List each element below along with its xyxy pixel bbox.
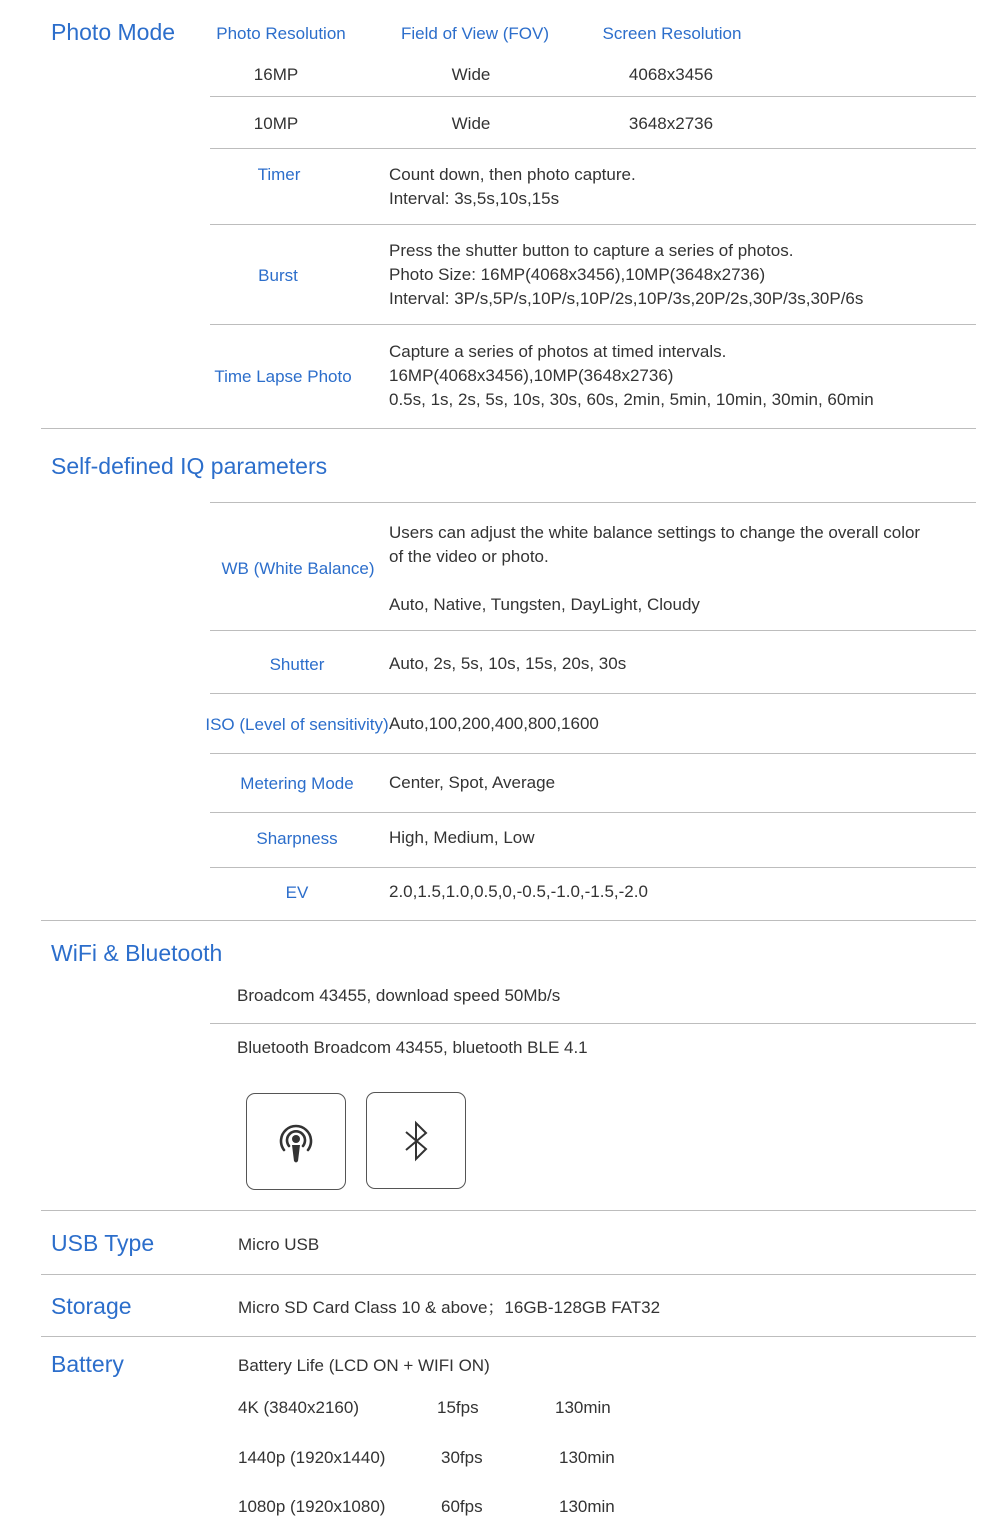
param-label-shutter: Shutter <box>269 655 325 674</box>
divider <box>210 148 976 149</box>
desc-line: Interval: 3P/s,5P/s,10P/s,10P/2s,10P/3s,20P/2s,30P/3s,30P/6s <box>389 289 864 308</box>
cell-screen-resolution: 3648x2736 <box>628 114 714 133</box>
section-title-usb: USB Type <box>51 1230 155 1256</box>
storage-value: Micro SD Card Class 10 & above；16GB-128GB FAT32 <box>238 1298 661 1317</box>
battery-time: 130min <box>559 1448 615 1467</box>
divider <box>210 224 976 225</box>
desc-line: Interval: 3s,5s,10s,15s <box>389 189 560 208</box>
section-title-storage: Storage <box>51 1293 132 1319</box>
desc-line: 0.5s, 1s, 2s, 5s, 10s, 30s, 60s, 2min, 5min, 10min, 30min, 60min <box>389 390 874 409</box>
header-fov: Field of View (FOV) <box>400 24 550 43</box>
section-title-wifi-bluetooth: WiFi & Bluetooth <box>51 940 223 966</box>
section-title-photo-mode: Photo Mode <box>51 19 176 45</box>
divider <box>210 502 976 503</box>
bluetooth-icon <box>366 1092 466 1189</box>
wb-options: Auto, Native, Tungsten, DayLight, Cloudy <box>389 595 700 614</box>
feature-desc-timer <box>389 163 636 211</box>
section-divider <box>41 1274 976 1275</box>
cell-fov: Wide <box>451 114 491 133</box>
header-screen-resolution: Screen Resolution <box>602 24 742 43</box>
desc-line: Photo Size: 16MP(4068x3456),10MP(3648x2736) <box>389 265 766 284</box>
param-value-sharpness: High, Medium, Low <box>389 828 535 847</box>
section-divider <box>41 428 976 429</box>
desc-line: of the video or photo. <box>389 547 549 566</box>
param-value-metering: Center, Spot, Average <box>389 773 556 792</box>
desc-line: Press the shutter button to capture a series of photos. <box>389 241 794 260</box>
wifi-broadcast-icon <box>246 1093 346 1190</box>
param-label-wb: WB (White Balance) <box>221 559 375 578</box>
feature-desc-time-lapse <box>389 340 874 412</box>
bluetooth-spec: Bluetooth Broadcom 43455, bluetooth BLE 4.1 <box>237 1038 588 1057</box>
battery-heading: Battery Life (LCD ON + WIFI ON) <box>238 1356 490 1375</box>
section-title-battery: Battery <box>51 1351 124 1377</box>
param-label-metering: Metering Mode <box>240 774 354 793</box>
feature-label-time-lapse: Time Lapse Photo <box>214 367 352 386</box>
desc-line: 16MP(4068x3456),10MP(3648x2736) <box>389 366 674 385</box>
battery-resolution: 1440p (1920x1440) <box>238 1448 386 1467</box>
cell-screen-resolution: 4068x3456 <box>628 65 714 84</box>
desc-line: Count down, then photo capture. <box>389 165 636 184</box>
param-value-iso: Auto,100,200,400,800,1600 <box>389 714 599 733</box>
header-photo-resolution: Photo Resolution <box>216 24 346 43</box>
divider <box>210 693 976 694</box>
feature-label-timer: Timer <box>257 165 301 184</box>
desc-line: Users can adjust the white balance settings to change the overall color <box>389 523 921 542</box>
divider <box>210 324 976 325</box>
divider <box>210 630 976 631</box>
param-desc-wb <box>389 521 920 617</box>
battery-resolution: 1080p (1920x1080) <box>238 1497 386 1516</box>
battery-fps: 60fps <box>441 1497 483 1516</box>
cell-fov: Wide <box>451 65 491 84</box>
param-value-shutter: Auto, 2s, 5s, 10s, 15s, 20s, 30s <box>389 654 627 673</box>
battery-time: 130min <box>555 1398 611 1417</box>
feature-label-burst: Burst <box>258 266 298 285</box>
cell-resolution: 16MP <box>253 65 299 84</box>
battery-fps: 15fps <box>437 1398 479 1417</box>
battery-time: 130min <box>559 1497 615 1516</box>
param-value-ev: 2.0,1.5,1.0,0.5,0,-0.5,-1.0,-1.5,-2.0 <box>389 882 648 901</box>
divider <box>210 812 976 813</box>
usb-value: Micro USB <box>238 1235 320 1254</box>
section-divider <box>41 920 976 921</box>
section-divider <box>41 1336 976 1337</box>
section-divider <box>41 1210 976 1211</box>
desc-line: Capture a series of photos at timed intervals. <box>389 342 727 361</box>
param-label-sharpness: Sharpness <box>256 829 338 848</box>
feature-desc-burst <box>389 239 863 311</box>
cell-resolution: 10MP <box>253 114 299 133</box>
battery-fps: 30fps <box>441 1448 483 1467</box>
wifi-spec: Broadcom 43455, download speed 50Mb/s <box>237 986 561 1005</box>
divider <box>210 867 976 868</box>
divider <box>210 753 976 754</box>
divider <box>210 96 976 97</box>
divider <box>210 1023 976 1024</box>
param-label-ev: EV <box>285 883 309 902</box>
param-label-iso: ISO (Level of sensitivity) <box>205 715 389 734</box>
section-title-iq: Self-defined IQ parameters <box>51 453 328 479</box>
battery-resolution: 4K (3840x2160) <box>238 1398 359 1417</box>
